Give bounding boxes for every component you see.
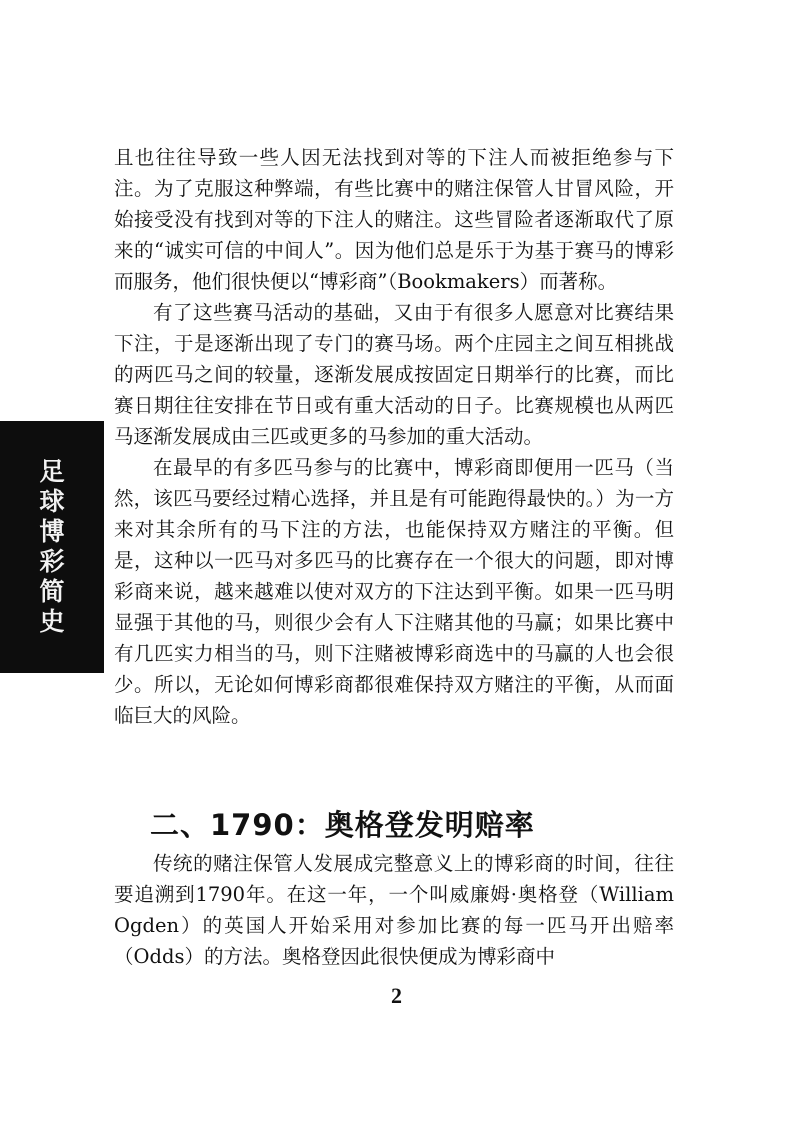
side-tab-char: 博 xyxy=(39,517,65,546)
side-tab-char: 足 xyxy=(39,457,65,486)
side-tab-char: 史 xyxy=(39,607,65,636)
section-body-text xyxy=(114,848,674,972)
section-heading: 二、1790：奥格登发明赔率 xyxy=(150,808,535,842)
body-text xyxy=(114,142,674,731)
paragraph-1: 且也往往导致一些人因无法找到对等的下注人而被拒绝参与下注。为了克服这种弊端，有些比赛中的赌注保管人甘冒风险，开始接受没有找到对等的下注人的赌注。这些冒险者逐渐取代了原来的“诚实可信的中间人”。因为他们总是乐于为基于赛马的博彩而服务，他们很快便以“博彩商”（Bookmakers）而著称。 xyxy=(114,146,674,293)
paragraph-3: 在最早的有多匹马参与的比赛中，博彩商即便用一匹马（当然，该匹马要经过精心选择，并且是有可能跑得最快的。）为一方来对其余所有的马下注的方法，也能保持双方赌注的平衡。但是，这种以一匹马对多匹马的比赛存在一个很大的问题，即对博彩商来说，越来越难以使对双方的下注达到平衡。如果一匹马明显强于其他的马，则很少会有人下注赌其他的马赢；如果比赛中有几匹实力相当的马，则下注赌被博彩商选中的马赢的人也会很少。所以，无论如何博彩商都很难保持双方赌注的平衡，从而面临巨大的风险。 xyxy=(114,456,674,727)
side-tab-char: 球 xyxy=(39,487,65,516)
page-number: 2 xyxy=(391,983,402,1008)
side-tab-char: 简 xyxy=(39,577,65,606)
side-tab-book-title xyxy=(0,421,104,673)
paragraph-2: 有了这些赛马活动的基础，又由于有很多人愿意对比赛结果下注，于是逐渐出现了专门的赛马场。两个庄园主之间互相挑战的两匹马之间的较量，逐渐发展成按固定日期举行的比赛，而比赛日期往往安排在节日或有重大活动的日子。比赛规模也从两匹马逐渐发展成由三匹或更多的马参加的重大活动。 xyxy=(114,301,674,448)
section-paragraph: 传统的赌注保管人发展成完整意义上的博彩商的时间，往往要追溯到1790年。在这一年，一个叫威廉姆·奥格登（William Ogden）的英国人开始采用对参加比赛的每一匹马开出赔率（Odds）的方法。奥格登因此很快便成为博彩商中 xyxy=(114,852,674,968)
side-tab-char: 彩 xyxy=(39,547,65,576)
